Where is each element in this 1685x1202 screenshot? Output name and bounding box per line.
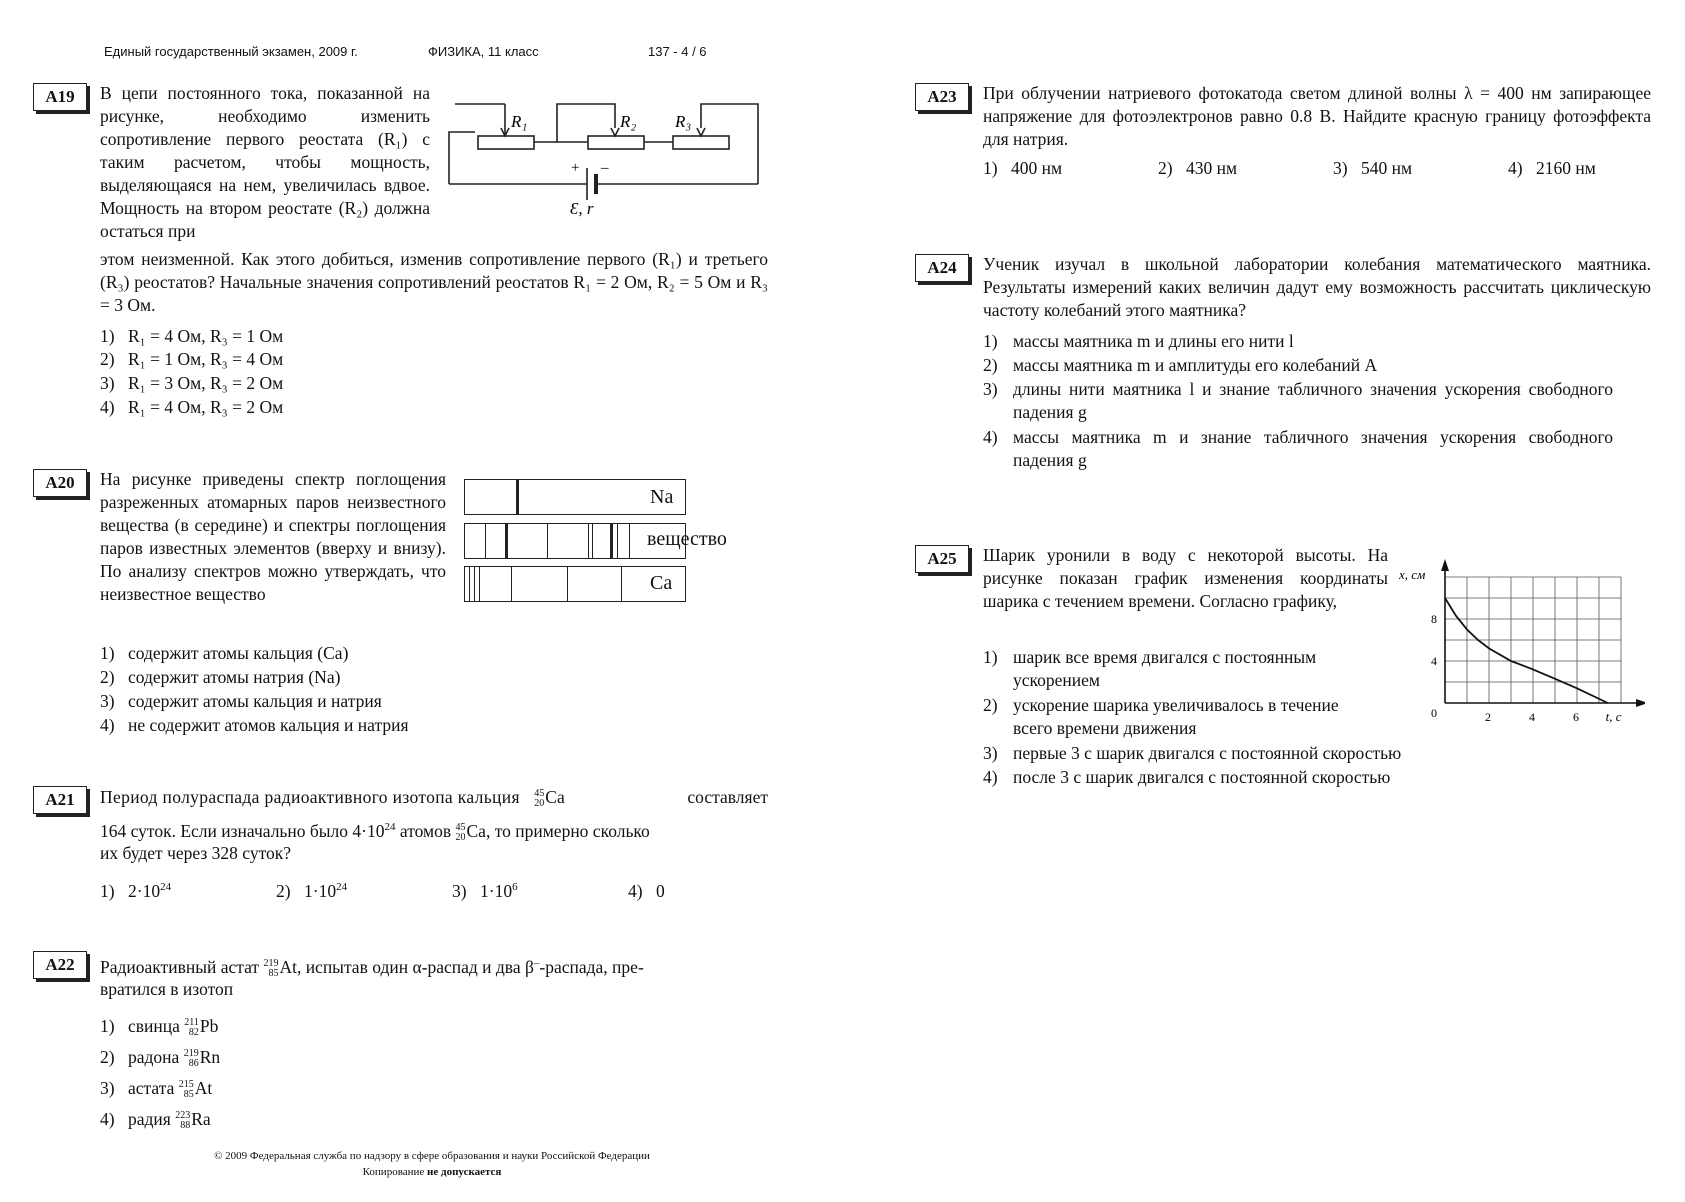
a24-option-3[interactable]: 3) длины нити маятника l и знание табличного значения ускорения свободного падения g (983, 379, 1613, 422)
spectrum-label-na: Na (650, 486, 674, 508)
origin-label: 0 (1431, 706, 1437, 720)
a19-label-minus: – (601, 160, 609, 176)
a21-line-3: их будет через 328 суток? (100, 843, 292, 863)
a22-line-2: вратился в изотоп (100, 979, 234, 999)
a21-option-2[interactable]: 2) $1\cdot 10^{24}$ (276, 880, 348, 901)
a25-position-time-chart (1395, 548, 1645, 728)
a23-option-3[interactable]: 3) 540 нм (1333, 158, 1413, 178)
a22-line-1: Радиоактивный астат 219 85At, испытав один α-распад и два β–-распада, пре- (100, 956, 644, 979)
a19-option-1[interactable]: 1) R₁ = 4 Ом, R₃ = 1 Ом (100, 326, 284, 346)
a22-option-1[interactable]: 1) свинца 211 82Pb (100, 1016, 219, 1038)
a25-option-3[interactable]: 3) первые 3 с шарик двигался с постоянной скоростью (983, 743, 1402, 763)
a22-option-2[interactable]: 2) радона 219 86Rn (100, 1047, 221, 1069)
a23-option-4[interactable]: 4) 2160 нм (1508, 158, 1596, 178)
a19-label-r1: R₁ (511, 112, 528, 131)
a19-option-2[interactable]: 2) R₁ = 1 Ом, R₃ = 4 Ом (100, 349, 284, 369)
question-number-a20: A20 (33, 469, 87, 497)
a19-label-r2: R₂ (620, 112, 637, 131)
a23-option-1[interactable]: 1) 400 нм (983, 158, 1063, 178)
spectrum-label-unknown: вещество (647, 528, 727, 550)
a21-line-2: 164 суток. Если изначально было $4\cdot 10^{24}$ атомов 45 20Ca, то примерно сколько (100, 820, 650, 843)
a19-text-narrow: В цепи постоянного тока, показанной на рисунке, необходимо изменить сопротивление первого реостата (R₁) с таким расчетом, чтобы мощность, выделяющаяся на нем, увеличилась вдвое. Мощность на втором реостате (R₂) должна остаться при (100, 83, 430, 241)
a21-option-3[interactable]: 3) $1\cdot 10^6$ (452, 880, 518, 901)
a20-option-3[interactable]: 3) содержит атомы кальция и натрия (100, 691, 382, 711)
header-exam: Единый государственный экзамен, 2009 г. (104, 44, 358, 59)
question-number-a23: A23 (915, 83, 969, 111)
a19-option-4[interactable]: 4) R₁ = 4 Ом, R₃ = 2 Ом (100, 397, 284, 417)
question-number-a25: A25 (915, 545, 969, 573)
a22-isotope-at: 219 85 (263, 957, 279, 979)
a21-isotope-ca: 45 20 (534, 787, 545, 809)
a24-option-2[interactable]: 2) массы маятника m и амплитуды его колебаний A (983, 355, 1378, 375)
a21-option-4[interactable]: 4) 0 (628, 880, 665, 901)
y-axis-arrow (1441, 559, 1449, 571)
footer-copy-note: Копирование не допускается (362, 1166, 502, 1178)
a22-option-4[interactable]: 4) радия 223 88Ra (100, 1109, 211, 1131)
a24-option-4[interactable]: 4) массы маятника m и знание табличного значения ускорения свободного падения g (983, 427, 1613, 470)
a25-option-1[interactable]: 1) шарик все время двигался с постоянным ускорением (983, 647, 1317, 690)
a20-text: На рисунке приведены спектр поглощения разреженных атомарных паров неизвестного вещества (в середине) и спектры поглощения паров известных элементов (вверху и внизу). По анализу спектров можно утверждать, что неизвестное вещество (100, 469, 446, 604)
x-tick-label: 4 (1529, 710, 1535, 724)
a21-line-1: Период полураспада радиоактивного изотопа кальция 45 20Ca составляет (100, 787, 768, 809)
a20-option-1[interactable]: 1) содержит атомы кальция (Ca) (100, 643, 349, 663)
a20-option-2[interactable]: 2) содержит атомы натрия (Na) (100, 667, 341, 687)
a19-label-emf: Ɛ, r (570, 199, 594, 218)
a25-text: Шарик уронили в воду с некоторой высоты. На рисунке показан график изменения координаты шарика с течением времени. Согласно графику, (983, 545, 1388, 611)
a25-option-2[interactable]: 2) ускорение шарика увеличивалось в течение всего времени движения (983, 695, 1339, 738)
a23-option-2[interactable]: 2) 430 нм (1158, 158, 1238, 178)
a23-text: При облучении натриевого фотокатода светом длиной волны λ = 400 нм запирающее напряжение для фотоэлектронов равно 0.8 В. Найдите красную границу фотоэффекта для натрия. (983, 83, 1651, 149)
a19-option-3[interactable]: 3) R₁ = 3 Ом, R₃ = 2 Ом (100, 373, 284, 393)
x-tick-label: 6 (1573, 710, 1579, 724)
spectrum-label-ca: Ca (650, 572, 673, 594)
y-tick-label: 4 (1431, 654, 1437, 668)
footer-copyright: © 2009 Федеральная служба по надзору в сфере образования и науки Российской Федерации (214, 1150, 650, 1162)
a25-option-4[interactable]: 4) после 3 с шарик двигался с постоянной скоростью (983, 767, 1391, 787)
a19-label-r3: R₃ (675, 112, 692, 131)
question-number-a24: A24 (915, 254, 969, 282)
a21-option-1[interactable]: 1) $2\cdot 10^{24}$ (100, 880, 172, 901)
y-axis-label: x, см (1399, 567, 1426, 582)
question-number-a22: A22 (33, 951, 87, 979)
a21-isotope-ca-2: 45 20 (455, 821, 466, 843)
a24-text: Ученик изучал в школьной лаборатории колебания математического маятника. Результаты измерений каких величин дадут ему возможность рассчитать циклическую частоту колебаний этого маятника? (983, 254, 1651, 320)
x-axis-arrow (1636, 699, 1645, 707)
a19-label-plus: + (571, 160, 580, 176)
header-subject: ФИЗИКА, 11 класс (428, 44, 539, 59)
a24-option-1[interactable]: 1) массы маятника m и длины его нити l (983, 331, 1294, 351)
a20-option-4[interactable]: 4) не содержит атомов кальция и натрия (100, 715, 409, 735)
header-page: 137 - 4 / 6 (648, 44, 707, 59)
series-line (1445, 598, 1608, 703)
question-number-a21: A21 (33, 786, 87, 814)
question-number-a19: A19 (33, 83, 87, 111)
x-tick-label: 2 (1485, 710, 1491, 724)
a19-text-wide: этом неизменной. Как этого добиться, изменив сопротивление первого (R₁) и третьего (R₃) реостатов? Начальные значения сопротивлений реостатов R₁ = 2 Ом, R₂ = 5 Ом и R₃ = 3 Ом. (100, 249, 768, 315)
x-axis-label: t, с (1605, 709, 1622, 724)
a19-circuit-diagram (445, 96, 765, 221)
y-tick-label: 8 (1431, 612, 1437, 626)
a22-option-3[interactable]: 3) астата 215 85At (100, 1078, 213, 1100)
